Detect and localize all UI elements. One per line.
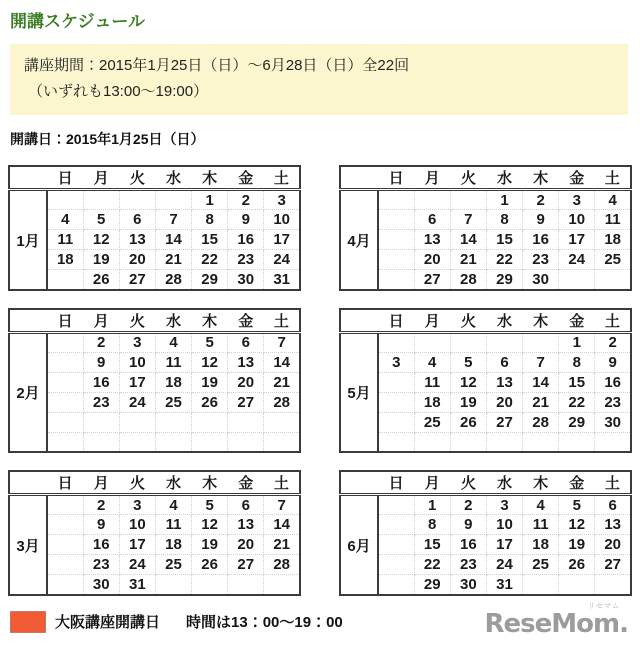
- date-cell: 8: [486, 210, 522, 230]
- date-cell: 25: [47, 270, 83, 290]
- date-cell: 24: [486, 555, 522, 575]
- date-cell: 29: [192, 270, 228, 290]
- date-cell: 16: [595, 372, 631, 392]
- date-cell: 16: [83, 372, 119, 392]
- empty-cell: [559, 432, 595, 452]
- date-cell: 22: [559, 392, 595, 412]
- date-cell: 21: [378, 555, 414, 575]
- date-cell: 15: [414, 535, 450, 555]
- date-cell: 29: [414, 575, 450, 595]
- day-header-sun: 日: [378, 471, 414, 495]
- date-cell: 12: [559, 515, 595, 535]
- resemom-logo-kana: リセマム: [588, 601, 620, 610]
- month-header-spacer: [340, 471, 378, 495]
- empty-cell: [559, 270, 595, 290]
- date-cell: 18: [155, 535, 191, 555]
- date-cell: 23: [450, 555, 486, 575]
- month-calendar-5: [339, 308, 632, 454]
- date-cell: 7: [450, 210, 486, 230]
- month-header-spacer: [9, 166, 47, 190]
- date-cell: 9: [228, 210, 264, 230]
- month-label: 1月: [9, 190, 47, 290]
- day-header-wd: 火: [450, 471, 486, 495]
- date-cell: 21: [450, 250, 486, 270]
- empty-cell: [414, 432, 450, 452]
- date-cell: 13: [414, 230, 450, 250]
- date-cell: 27: [486, 412, 522, 432]
- date-cell: 1: [414, 495, 450, 515]
- date-cell: 31: [264, 270, 300, 290]
- date-cell: 1: [47, 495, 83, 515]
- date-cell: 25: [414, 412, 450, 432]
- date-cell: 2: [228, 190, 264, 210]
- date-cell: 23: [523, 250, 559, 270]
- date-cell: 22: [192, 250, 228, 270]
- empty-cell: [47, 190, 83, 210]
- date-cell: 28: [378, 575, 414, 595]
- day-header-wd: 水: [155, 309, 191, 333]
- date-cell: 31: [486, 575, 522, 595]
- date-cell: 2: [83, 332, 119, 352]
- empty-cell: [192, 412, 228, 432]
- empty-cell: [523, 432, 559, 452]
- date-cell: 25: [155, 555, 191, 575]
- date-cell: 7: [523, 352, 559, 372]
- empty-cell: [192, 432, 228, 452]
- day-header-sun: 日: [47, 309, 83, 333]
- date-cell: 16: [450, 535, 486, 555]
- footer: [10, 601, 632, 639]
- date-cell: 3: [264, 190, 300, 210]
- date-cell: 30: [450, 575, 486, 595]
- empty-cell: [595, 432, 631, 452]
- day-header-wd: 木: [192, 309, 228, 333]
- month-calendar-1: [8, 165, 301, 291]
- date-cell: 15: [192, 230, 228, 250]
- empty-cell: [192, 575, 228, 595]
- date-cell: 10: [486, 515, 522, 535]
- day-header-wd: 金: [228, 309, 264, 333]
- date-cell: 28: [264, 392, 300, 412]
- date-cell: 5: [378, 210, 414, 230]
- empty-cell: [228, 575, 264, 595]
- date-cell: 24: [119, 392, 155, 412]
- date-cell: 11: [595, 210, 631, 230]
- empty-cell: [414, 190, 450, 210]
- date-cell: 5: [450, 352, 486, 372]
- day-header-wd: 月: [414, 471, 450, 495]
- course-period-line2: （いずれも13:00～19:00）: [28, 83, 209, 101]
- empty-cell: [378, 332, 414, 352]
- month-calendar-4: [339, 165, 632, 291]
- date-cell: 18: [595, 230, 631, 250]
- date-cell: 15: [486, 230, 522, 250]
- date-cell: 7: [155, 210, 191, 230]
- date-cell: 21: [155, 250, 191, 270]
- date-cell: 26: [83, 270, 119, 290]
- date-cell: 13: [595, 515, 631, 535]
- date-cell: 14: [155, 230, 191, 250]
- month-label: 3月: [9, 495, 47, 595]
- date-cell: 26: [559, 555, 595, 575]
- date-cell: 6: [228, 495, 264, 515]
- date-cell: 4: [155, 495, 191, 515]
- date-cell: 28: [523, 412, 559, 432]
- date-cell: 1: [486, 190, 522, 210]
- date-cell: 3: [559, 190, 595, 210]
- date-cell: 21: [523, 392, 559, 412]
- date-cell: 15: [559, 372, 595, 392]
- date-cell: 16: [228, 230, 264, 250]
- date-cell: 6: [414, 210, 450, 230]
- empty-cell: [264, 432, 300, 452]
- date-cell: 13: [119, 230, 155, 250]
- day-header-sun: 日: [47, 166, 83, 190]
- day-header-wd: 月: [83, 471, 119, 495]
- date-cell: 30: [228, 270, 264, 290]
- date-cell: 10: [559, 210, 595, 230]
- date-cell: 17: [119, 535, 155, 555]
- empty-cell: [486, 332, 522, 352]
- date-cell: 10: [119, 515, 155, 535]
- month-header-spacer: [9, 471, 47, 495]
- empty-cell: [523, 332, 559, 352]
- day-header-wd: 金: [228, 471, 264, 495]
- date-cell: 19: [450, 392, 486, 412]
- date-cell: 11: [414, 372, 450, 392]
- date-cell: 30: [523, 270, 559, 290]
- empty-cell: [450, 432, 486, 452]
- day-header-wd: 木: [523, 166, 559, 190]
- date-cell: 5: [83, 210, 119, 230]
- legend-time: 時間は13：00～19：00: [186, 614, 343, 632]
- calendar-grid: [8, 165, 632, 596]
- date-cell: 7: [378, 515, 414, 535]
- date-cell: 6: [595, 495, 631, 515]
- date-cell: 3: [378, 352, 414, 372]
- month-calendar-3: [8, 470, 301, 596]
- day-header-wd: 金: [228, 166, 264, 190]
- day-header-sat: 土: [595, 166, 631, 190]
- date-cell: 26: [450, 412, 486, 432]
- day-header-sat: 土: [264, 166, 300, 190]
- day-header-wd: 水: [486, 471, 522, 495]
- date-cell: 3: [119, 332, 155, 352]
- day-header-wd: 木: [523, 309, 559, 333]
- date-cell: 8: [47, 352, 83, 372]
- date-cell: 15: [47, 535, 83, 555]
- date-cell: 14: [450, 230, 486, 250]
- date-cell: 4: [414, 352, 450, 372]
- day-header-wd: 火: [119, 309, 155, 333]
- date-cell: 24: [119, 555, 155, 575]
- date-cell: 20: [228, 535, 264, 555]
- date-cell: 10: [119, 352, 155, 372]
- date-cell: 27: [228, 555, 264, 575]
- day-header-sat: 土: [595, 471, 631, 495]
- date-cell: 22: [47, 555, 83, 575]
- empty-cell: [228, 412, 264, 432]
- legend-course-day-swatch: [10, 611, 46, 633]
- empty-cell: [378, 495, 414, 515]
- date-cell: 31: [378, 432, 414, 452]
- date-cell: 19: [192, 372, 228, 392]
- month-label: 6月: [340, 495, 378, 595]
- date-cell: 29: [486, 270, 522, 290]
- date-cell: 1: [47, 332, 83, 352]
- date-cell: 20: [119, 250, 155, 270]
- day-header-sat: 土: [595, 309, 631, 333]
- empty-cell: [83, 412, 119, 432]
- day-header-wd: 金: [559, 471, 595, 495]
- day-header-wd: 火: [450, 166, 486, 190]
- month-calendar-2: [8, 308, 301, 454]
- day-header-wd: 水: [155, 166, 191, 190]
- date-cell: 23: [595, 392, 631, 412]
- date-cell: 19: [559, 535, 595, 555]
- date-cell: 9: [595, 352, 631, 372]
- date-cell: 26: [192, 555, 228, 575]
- date-cell: 25: [155, 392, 191, 412]
- date-cell: 8: [559, 352, 595, 372]
- date-cell: 18: [414, 392, 450, 412]
- date-cell: 4: [595, 190, 631, 210]
- date-cell: 9: [83, 515, 119, 535]
- date-cell: 5: [192, 495, 228, 515]
- day-header-wd: 金: [559, 309, 595, 333]
- date-cell: 2: [523, 190, 559, 210]
- date-cell: 27: [595, 555, 631, 575]
- month-label: 4月: [340, 190, 378, 290]
- date-cell: 24: [378, 412, 414, 432]
- date-cell: 25: [523, 555, 559, 575]
- date-cell: 30: [595, 412, 631, 432]
- day-header-wd: 水: [486, 166, 522, 190]
- date-cell: 7: [264, 495, 300, 515]
- date-cell: 20: [414, 250, 450, 270]
- date-cell: 12: [450, 372, 486, 392]
- empty-cell: [155, 190, 191, 210]
- date-cell: 1: [559, 332, 595, 352]
- day-header-wd: 火: [119, 166, 155, 190]
- date-cell: 27: [119, 270, 155, 290]
- date-cell: 8: [414, 515, 450, 535]
- page-title: 開講スケジュール: [10, 12, 145, 31]
- date-cell: 4: [47, 210, 83, 230]
- date-cell: 23: [228, 250, 264, 270]
- date-cell: 16: [523, 230, 559, 250]
- empty-cell: [264, 412, 300, 432]
- empty-cell: [119, 190, 155, 210]
- date-cell: 3: [119, 495, 155, 515]
- date-cell: 5: [192, 332, 228, 352]
- empty-cell: [228, 432, 264, 452]
- date-cell: 23: [83, 555, 119, 575]
- empty-cell: [155, 412, 191, 432]
- empty-cell: [155, 575, 191, 595]
- date-cell: 18: [523, 535, 559, 555]
- date-cell: 17: [264, 230, 300, 250]
- empty-cell: [83, 190, 119, 210]
- date-cell: 25: [595, 250, 631, 270]
- empty-cell: [264, 575, 300, 595]
- empty-cell: [414, 332, 450, 352]
- empty-cell: [450, 190, 486, 210]
- date-cell: 11: [47, 230, 83, 250]
- day-header-wd: 水: [486, 309, 522, 333]
- date-cell: 17: [119, 372, 155, 392]
- day-header-sun: 日: [47, 471, 83, 495]
- date-cell: 27: [414, 270, 450, 290]
- empty-cell: [155, 432, 191, 452]
- date-cell: 2: [595, 332, 631, 352]
- course-period-box: [10, 44, 628, 115]
- date-cell: 24: [559, 250, 595, 270]
- date-cell: 17: [559, 230, 595, 250]
- day-header-wd: 火: [119, 471, 155, 495]
- empty-cell: [559, 575, 595, 595]
- day-header-wd: 木: [192, 471, 228, 495]
- date-cell: 2: [450, 495, 486, 515]
- empty-cell: [486, 432, 522, 452]
- date-cell: 26: [192, 392, 228, 412]
- date-cell: 3: [486, 495, 522, 515]
- date-cell: 12: [192, 352, 228, 372]
- date-cell: 18: [155, 372, 191, 392]
- date-cell: 6: [228, 332, 264, 352]
- date-cell: 24: [264, 250, 300, 270]
- day-header-wd: 月: [83, 309, 119, 333]
- resemom-logo: [484, 601, 632, 639]
- date-cell: 17: [378, 392, 414, 412]
- date-cell: 29: [559, 412, 595, 432]
- empty-cell: [47, 432, 83, 452]
- date-cell: 28: [450, 270, 486, 290]
- date-cell: 22: [414, 555, 450, 575]
- date-cell: 19: [378, 250, 414, 270]
- date-cell: 1: [192, 190, 228, 210]
- date-cell: 27: [228, 392, 264, 412]
- date-cell: 11: [155, 515, 191, 535]
- empty-cell: [595, 575, 631, 595]
- month-label: 5月: [340, 332, 378, 452]
- empty-cell: [47, 412, 83, 432]
- date-cell: 6: [119, 210, 155, 230]
- day-header-sat: 土: [264, 309, 300, 333]
- date-cell: 6: [486, 352, 522, 372]
- date-cell: 14: [378, 535, 414, 555]
- date-cell: 26: [378, 270, 414, 290]
- date-cell: 19: [83, 250, 119, 270]
- legend-label: 大阪講座開講日: [55, 614, 161, 632]
- day-header-wd: 木: [192, 166, 228, 190]
- empty-cell: [119, 432, 155, 452]
- date-cell: 14: [264, 352, 300, 372]
- date-cell: 22: [486, 250, 522, 270]
- month-header-spacer: [340, 166, 378, 190]
- date-cell: 11: [155, 352, 191, 372]
- date-cell: 9: [83, 352, 119, 372]
- day-header-wd: 火: [450, 309, 486, 333]
- date-cell: 11: [523, 515, 559, 535]
- date-cell: 9: [450, 515, 486, 535]
- date-cell: 10: [264, 210, 300, 230]
- date-cell: 5: [559, 495, 595, 515]
- course-start-date: 開講日：2015年1月25日（日）: [10, 131, 205, 148]
- date-cell: 29: [47, 575, 83, 595]
- date-cell: 12: [83, 230, 119, 250]
- date-cell: 2: [83, 495, 119, 515]
- date-cell: 12: [192, 515, 228, 535]
- date-cell: 21: [264, 535, 300, 555]
- date-cell: 20: [595, 535, 631, 555]
- month-label: 2月: [9, 332, 47, 452]
- date-cell: 31: [119, 575, 155, 595]
- date-cell: 21: [264, 372, 300, 392]
- date-cell: 8: [47, 515, 83, 535]
- date-cell: 16: [83, 535, 119, 555]
- day-header-wd: 金: [559, 166, 595, 190]
- date-cell: 20: [486, 392, 522, 412]
- date-cell: 13: [486, 372, 522, 392]
- empty-cell: [450, 332, 486, 352]
- empty-cell: [595, 270, 631, 290]
- month-calendar-6: [339, 470, 632, 596]
- date-cell: 12: [378, 230, 414, 250]
- date-cell: 22: [47, 392, 83, 412]
- date-cell: 9: [523, 210, 559, 230]
- date-cell: 28: [264, 555, 300, 575]
- date-cell: 4: [523, 495, 559, 515]
- date-cell: 17: [486, 535, 522, 555]
- date-cell: 14: [523, 372, 559, 392]
- date-cell: 15: [47, 372, 83, 392]
- day-header-wd: 月: [83, 166, 119, 190]
- day-header-sat: 土: [264, 471, 300, 495]
- day-header-wd: 水: [155, 471, 191, 495]
- day-header-wd: 月: [414, 166, 450, 190]
- date-cell: 10: [378, 372, 414, 392]
- day-header-wd: 木: [523, 471, 559, 495]
- day-header-sun: 日: [378, 309, 414, 333]
- empty-cell: [378, 190, 414, 210]
- date-cell: 4: [155, 332, 191, 352]
- date-cell: 13: [228, 352, 264, 372]
- month-header-spacer: [9, 309, 47, 333]
- empty-cell: [119, 412, 155, 432]
- empty-cell: [523, 575, 559, 595]
- date-cell: 14: [264, 515, 300, 535]
- date-cell: 23: [83, 392, 119, 412]
- empty-cell: [83, 432, 119, 452]
- date-cell: 8: [192, 210, 228, 230]
- day-header-wd: 月: [414, 309, 450, 333]
- date-cell: 28: [155, 270, 191, 290]
- month-header-spacer: [340, 309, 378, 333]
- day-header-sun: 日: [378, 166, 414, 190]
- date-cell: 7: [264, 332, 300, 352]
- resemom-logo-text: ReseMom.: [484, 608, 628, 639]
- date-cell: 19: [192, 535, 228, 555]
- date-cell: 30: [83, 575, 119, 595]
- date-cell: 20: [228, 372, 264, 392]
- date-cell: 13: [228, 515, 264, 535]
- course-period-line1: 講座期間：2015年1月25日（日）～6月28日（日）全22回: [24, 57, 410, 75]
- date-cell: 18: [47, 250, 83, 270]
